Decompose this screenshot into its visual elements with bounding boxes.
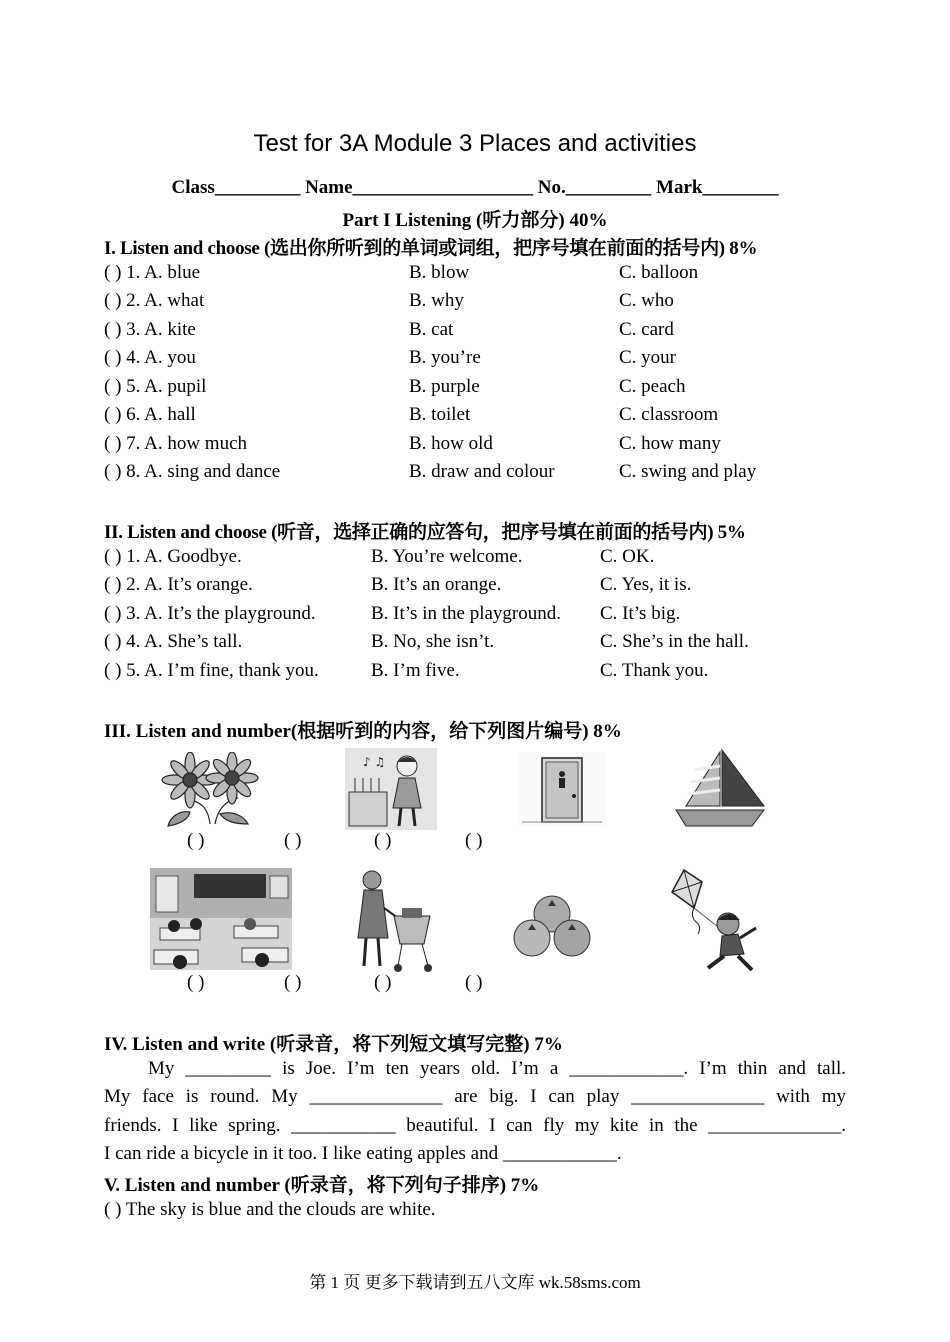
section-5-heading: V. Listen and number (听录音，将下列句子排序) 7% [104,1175,540,1196]
boy-flying-kite-picture [664,864,770,976]
section-2-heading: II. Listen and choose (听音，选择正确的应答句，把序号填在前面的括号内) 5% [104,522,746,543]
answer-paren[interactable]: ( ) [465,972,483,993]
sailboat-picture [672,748,768,830]
answer-paren[interactable]: ( ) [187,830,205,851]
svg-text:♪ ♫: ♪ ♫ [363,755,386,769]
passage-line: I can ride a bicycle in it too. I like eating apples and ____________. [104,1143,622,1165]
passage-line: My face is round. My ______________ are big. I can play ______________ with my [104,1086,846,1108]
answer-paren[interactable]: ( ) [465,830,483,851]
page-footer: 第 1 页 更多下载请到五八文库 wk.58sms.com [309,1273,641,1292]
answer-paren[interactable]: ( ) [374,830,392,851]
oranges-picture [510,892,596,962]
section-4-heading: IV. Listen and write (听录音，将下列短文填写完整) 7% [104,1034,563,1055]
answer-paren[interactable]: ( ) [187,972,205,993]
woman-with-shopping-cart-picture [350,870,434,974]
classroom-picture [150,868,292,970]
girl-playing-xylophone-picture [345,748,437,830]
worksheet-page: Test for 3A Module 3 Places and activities Class_________ Name___________________ No._________ Mark________ Part I Listening (听力部分) 40% I. Listen and choose (选出你所听到的单词或词组，把序号填在前面的括号内) 8% ( ) 1. A. blue B. blow C. balloon ( ) 2. A. what B. why C. who ( ) 3. A. kite B. cat C. card ( ) 4. A. you B. you’re C. your ( ) 5. A. pupil B. purple C. peach ( ) 6. A. hall B. toilet C. classroom ( ) 7. A. how much B. how old C. how many ( ) 8. A. sing and dance B. draw and colour C. swing and play II. Listen and choose (听音，选择正确的应答句，把序号填在前面的括号内) 5% ( ) 1. A. Goodbye. B. You’re welcome. C. OK. ( ) 2. A. It’s orange. B. It’s an orange. C. Yes, it is. ( ) 3. A. It’s the playground. B. It’s in the playground. C. It’s big. ( ) 4. A. She’s tall. B. No, she isn’t. C. She’s in the hall. ( ) 5. A. I’m fine, thank you. B. I’m five. C. Thank you. III. Listen and number(根据听到的内容，给下列图片编号) 8% ♪ ♫ ( ) ( ) ( ) ( ) ( ) ( ) ( ) ( ) IV. Listen and write (听录音，将下列短文填写完整) 7% My _________ is Joe. I’m ten years old. I’m a ____________. I’m thin and tall. My face is round. My ______________ are big. I can play ______________ with my friends. I like spring. ___________ beautiful. I can fly my kite in the ______________. I can ride a bicycle in it too. I like eating apples and ____________. V. Listen and number (听录音，将下列句子排序) 7% ( ) The sky is blue and the clouds are white. 第 1 页 更多下载请到五八文库 wk.58sms.com [0,0,950,1342]
answer-paren[interactable]: ( ) [284,972,302,993]
section-1-heading: I. Listen and choose (选出你所听到的单词或词组，把序号填在前面的括号内) 8% [104,238,758,259]
answer-paren[interactable]: ( ) [284,830,302,851]
toilet-door-picture [518,752,606,826]
passage-line: My _________ is Joe. I’m ten years old. I’m a ____________. I’m thin and tall. [148,1058,846,1079]
fill-in-passage [104,1055,846,1169]
part-one-heading: Part I Listening (听力部分) 40% [342,210,608,231]
section-3-heading: III. Listen and number(根据听到的内容，给下列图片编号) 8% [104,721,622,742]
student-info-line: Class_________ Name___________________ No._________ Mark________ [171,177,779,198]
list-item: ( ) The sky is blue and the clouds are white. [104,1199,436,1220]
passage-line: friends. I like spring. ___________ beautiful. I can fly my kite in the ______________. [104,1114,846,1136]
page-title: Test for 3A Module 3 Places and activities [253,130,697,157]
flowers-picture [160,752,262,830]
answer-paren[interactable]: ( ) [374,972,392,993]
